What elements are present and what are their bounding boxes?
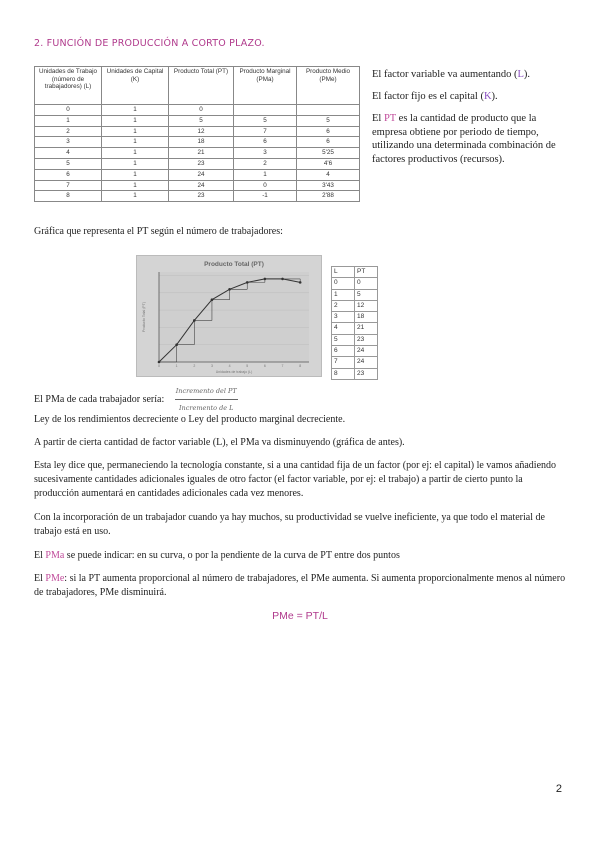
table-cell: 0	[35, 105, 102, 116]
small-table-cell: 1	[332, 289, 355, 300]
data-point	[246, 281, 249, 284]
table-cell: 2	[35, 126, 102, 137]
pma-definition: El PMa de cada trabajador sería: $\frac{\text{Incremento del PT}}{\text{Incremento de L}}$	[34, 384, 566, 415]
data-point	[193, 319, 196, 322]
table-cell: 1	[102, 115, 169, 126]
table-cell: 4	[35, 148, 102, 159]
table-row	[35, 105, 360, 116]
table-cell: 18	[169, 137, 234, 148]
table-cell: 2	[234, 158, 297, 169]
table-cell: 5	[35, 158, 102, 169]
variable-symbol: L	[517, 69, 524, 80]
table-cell: -1	[234, 191, 297, 202]
data-point	[281, 278, 284, 281]
plot-area	[159, 272, 309, 362]
table-cell: 7	[234, 126, 297, 137]
header-total-product: Producto Total (PT)	[169, 67, 234, 105]
law-title: Ley de los rendimientos decreciente o Ley del producto marginal decreciente.	[34, 414, 346, 425]
table-cell: 6	[297, 126, 360, 137]
x-axis-label: Unidades de trabajo (L)	[215, 370, 253, 374]
small-table-cell: 21	[355, 323, 378, 334]
table-cell: 23	[169, 191, 234, 202]
law-explanation: Esta ley dice que, permaneciendo la tecnología constante, si a una cantidad fija de un factor (por ej: el capital) le vamos añadiendo sucesivamente cantidades adicionales iguales de otro factor (el factor variable, por ej: el trabajo) a partir de cierto punto la producción aumentará en cantidades adicionales cada vez menores.	[34, 460, 557, 499]
pma-fraction	[175, 384, 238, 415]
small-table-cell: 24	[355, 346, 378, 357]
small-table-row	[332, 323, 378, 334]
section-title: 2. FUNCIÓN DE PRODUCCIÓN A CORTO PLAZO.	[34, 38, 265, 49]
data-point	[228, 288, 231, 291]
small-table-cell: 18	[355, 312, 378, 323]
small-table-cell: 5	[332, 334, 355, 345]
x-tick-label: 2	[193, 364, 196, 368]
table-cell: 1	[102, 148, 169, 159]
small-table-header-cell: PT	[355, 267, 378, 278]
data-point	[158, 361, 161, 364]
y-axis-label: Producto Total (PT)	[142, 301, 146, 333]
small-table-row	[332, 346, 378, 357]
pme-formula: PMe = PT/L	[272, 610, 328, 622]
small-table-cell: 8	[332, 368, 355, 379]
data-point	[299, 281, 302, 284]
x-tick-label: 0	[158, 364, 160, 368]
table-cell: 2'88	[297, 191, 360, 202]
table-cell: 1	[102, 169, 169, 180]
table-cell: 1	[102, 158, 169, 169]
table-cell: 5	[234, 115, 297, 126]
table-cell: 5'25	[297, 148, 360, 159]
data-point	[175, 343, 178, 346]
table-cell: 1	[102, 191, 169, 202]
small-table-cell: 3	[332, 312, 355, 323]
table-cell: 6	[234, 137, 297, 148]
table-row	[35, 148, 360, 159]
table-cell	[234, 105, 297, 116]
x-tick-label: 7	[281, 364, 284, 368]
table-cell: 6	[297, 137, 360, 148]
small-table-header	[332, 267, 378, 278]
table-cell: 21	[169, 148, 234, 159]
small-table-cell: 12	[355, 300, 378, 311]
table-cell: 24	[169, 180, 234, 191]
x-tick-label: 5	[246, 364, 249, 368]
small-table-row	[332, 300, 378, 311]
production-table	[34, 66, 360, 202]
inefficiency-note: Con la incorporación de un trabajador cuando ya hay muchos, su productividad se vuelve ineficiente, ya que todo el material de trabajo está en uso.	[34, 512, 545, 537]
small-table-row	[332, 278, 378, 289]
small-table-cell: 23	[355, 334, 378, 345]
fraction-numerator: Incremento del PT	[175, 384, 238, 400]
table-cell	[297, 105, 360, 116]
header-average-product: Producto Medio (PMe)	[297, 67, 360, 105]
table-cell: 1	[234, 169, 297, 180]
header-labor: Unidades de Trabajo (número de trabajadores) (L)	[35, 67, 102, 105]
table-cell: 0	[234, 180, 297, 191]
fraction-denominator: Incremento de L	[178, 404, 234, 412]
pt-definition-note: El PT es la cantidad de producto que la empresa obtiene por periodo de tiempo, utilizando una determinada combinación de factores productivos (recursos).	[372, 113, 556, 165]
table-row	[35, 137, 360, 148]
graph-caption: Gráfica que representa el PT según el número de trabajadores:	[34, 226, 283, 237]
data-point	[264, 278, 267, 281]
small-table-cell: 6	[332, 346, 355, 357]
table-cell: 6	[35, 169, 102, 180]
table-cell: 23	[169, 158, 234, 169]
table-cell: 1	[102, 105, 169, 116]
small-table-row	[332, 334, 378, 345]
small-table-row	[332, 368, 378, 379]
table-row	[35, 169, 360, 180]
table-cell: 7	[35, 180, 102, 191]
pme-explanation: El PMe: si la PT aumenta proporcional al número de trabajadores, el PMe aumenta. Si aumenta proporcionalmente menos al número de trabajadores, PMe disminuirá.	[34, 573, 566, 598]
variable-factor-note: El factor variable va aumentando (L).	[372, 69, 531, 80]
small-table-cell: 0	[332, 278, 355, 289]
labor-pt-table	[331, 266, 378, 380]
pma-indication: El PMa se puede indicar: en su curva, o por la pendiente de la curva de PT entre dos puntos	[34, 550, 400, 561]
table-cell: 1	[102, 126, 169, 137]
small-table-cell: 2	[332, 300, 355, 311]
law-description: A partir de cierta cantidad de factor variable (L), el PMa va disminuyendo (gráfica de antes).	[34, 437, 405, 448]
small-table-row	[332, 357, 378, 368]
pt-symbol: PT	[383, 113, 397, 124]
x-tick-label: 8	[299, 364, 302, 368]
table-row	[35, 158, 360, 169]
small-table-cell: 7	[332, 357, 355, 368]
table-cell: 4'6	[297, 158, 360, 169]
small-table-row	[332, 312, 378, 323]
table-cell: 1	[102, 137, 169, 148]
fixed-symbol: K	[483, 91, 492, 102]
page-number: 2	[555, 783, 562, 795]
table-cell: 8	[35, 191, 102, 202]
table-cell: 4	[297, 169, 360, 180]
table-cell: 3	[234, 148, 297, 159]
x-tick-label: 6	[263, 364, 266, 368]
table-header-row	[35, 67, 360, 105]
x-tick-label: 4	[228, 364, 231, 368]
header-marginal-product: Producto Marginal (PMa)	[234, 67, 297, 105]
small-table-cell: 0	[355, 278, 378, 289]
fixed-factor-note: El factor fijo es el capital (K).	[372, 91, 498, 102]
table-row	[35, 115, 360, 126]
x-tick-label: 3	[210, 364, 213, 368]
total-product-chart	[136, 255, 322, 377]
small-table-cell: 4	[332, 323, 355, 334]
table-cell: 5	[297, 115, 360, 126]
small-table-cell: 5	[355, 289, 378, 300]
table-cell: 5	[169, 115, 234, 126]
chart-title: Producto Total (PT)	[204, 261, 264, 268]
small-table-row	[332, 289, 378, 300]
table-row	[35, 126, 360, 137]
chart-svg	[137, 256, 321, 376]
table-cell: 24	[169, 169, 234, 180]
table-cell: 3'43	[297, 180, 360, 191]
table-cell: 12	[169, 126, 234, 137]
table-cell: 3	[35, 137, 102, 148]
data-point	[211, 298, 214, 301]
table-cell: 0	[169, 105, 234, 116]
small-table-cell: 24	[355, 357, 378, 368]
table-row	[35, 180, 360, 191]
small-table-cell: 23	[355, 368, 378, 379]
small-table-header-cell: L	[332, 267, 355, 278]
x-tick-label: 1	[175, 364, 178, 368]
table-cell: 1	[35, 115, 102, 126]
table-row	[35, 191, 360, 202]
table-cell: 1	[102, 180, 169, 191]
header-capital: Unidades de Capital (K)	[102, 67, 169, 105]
